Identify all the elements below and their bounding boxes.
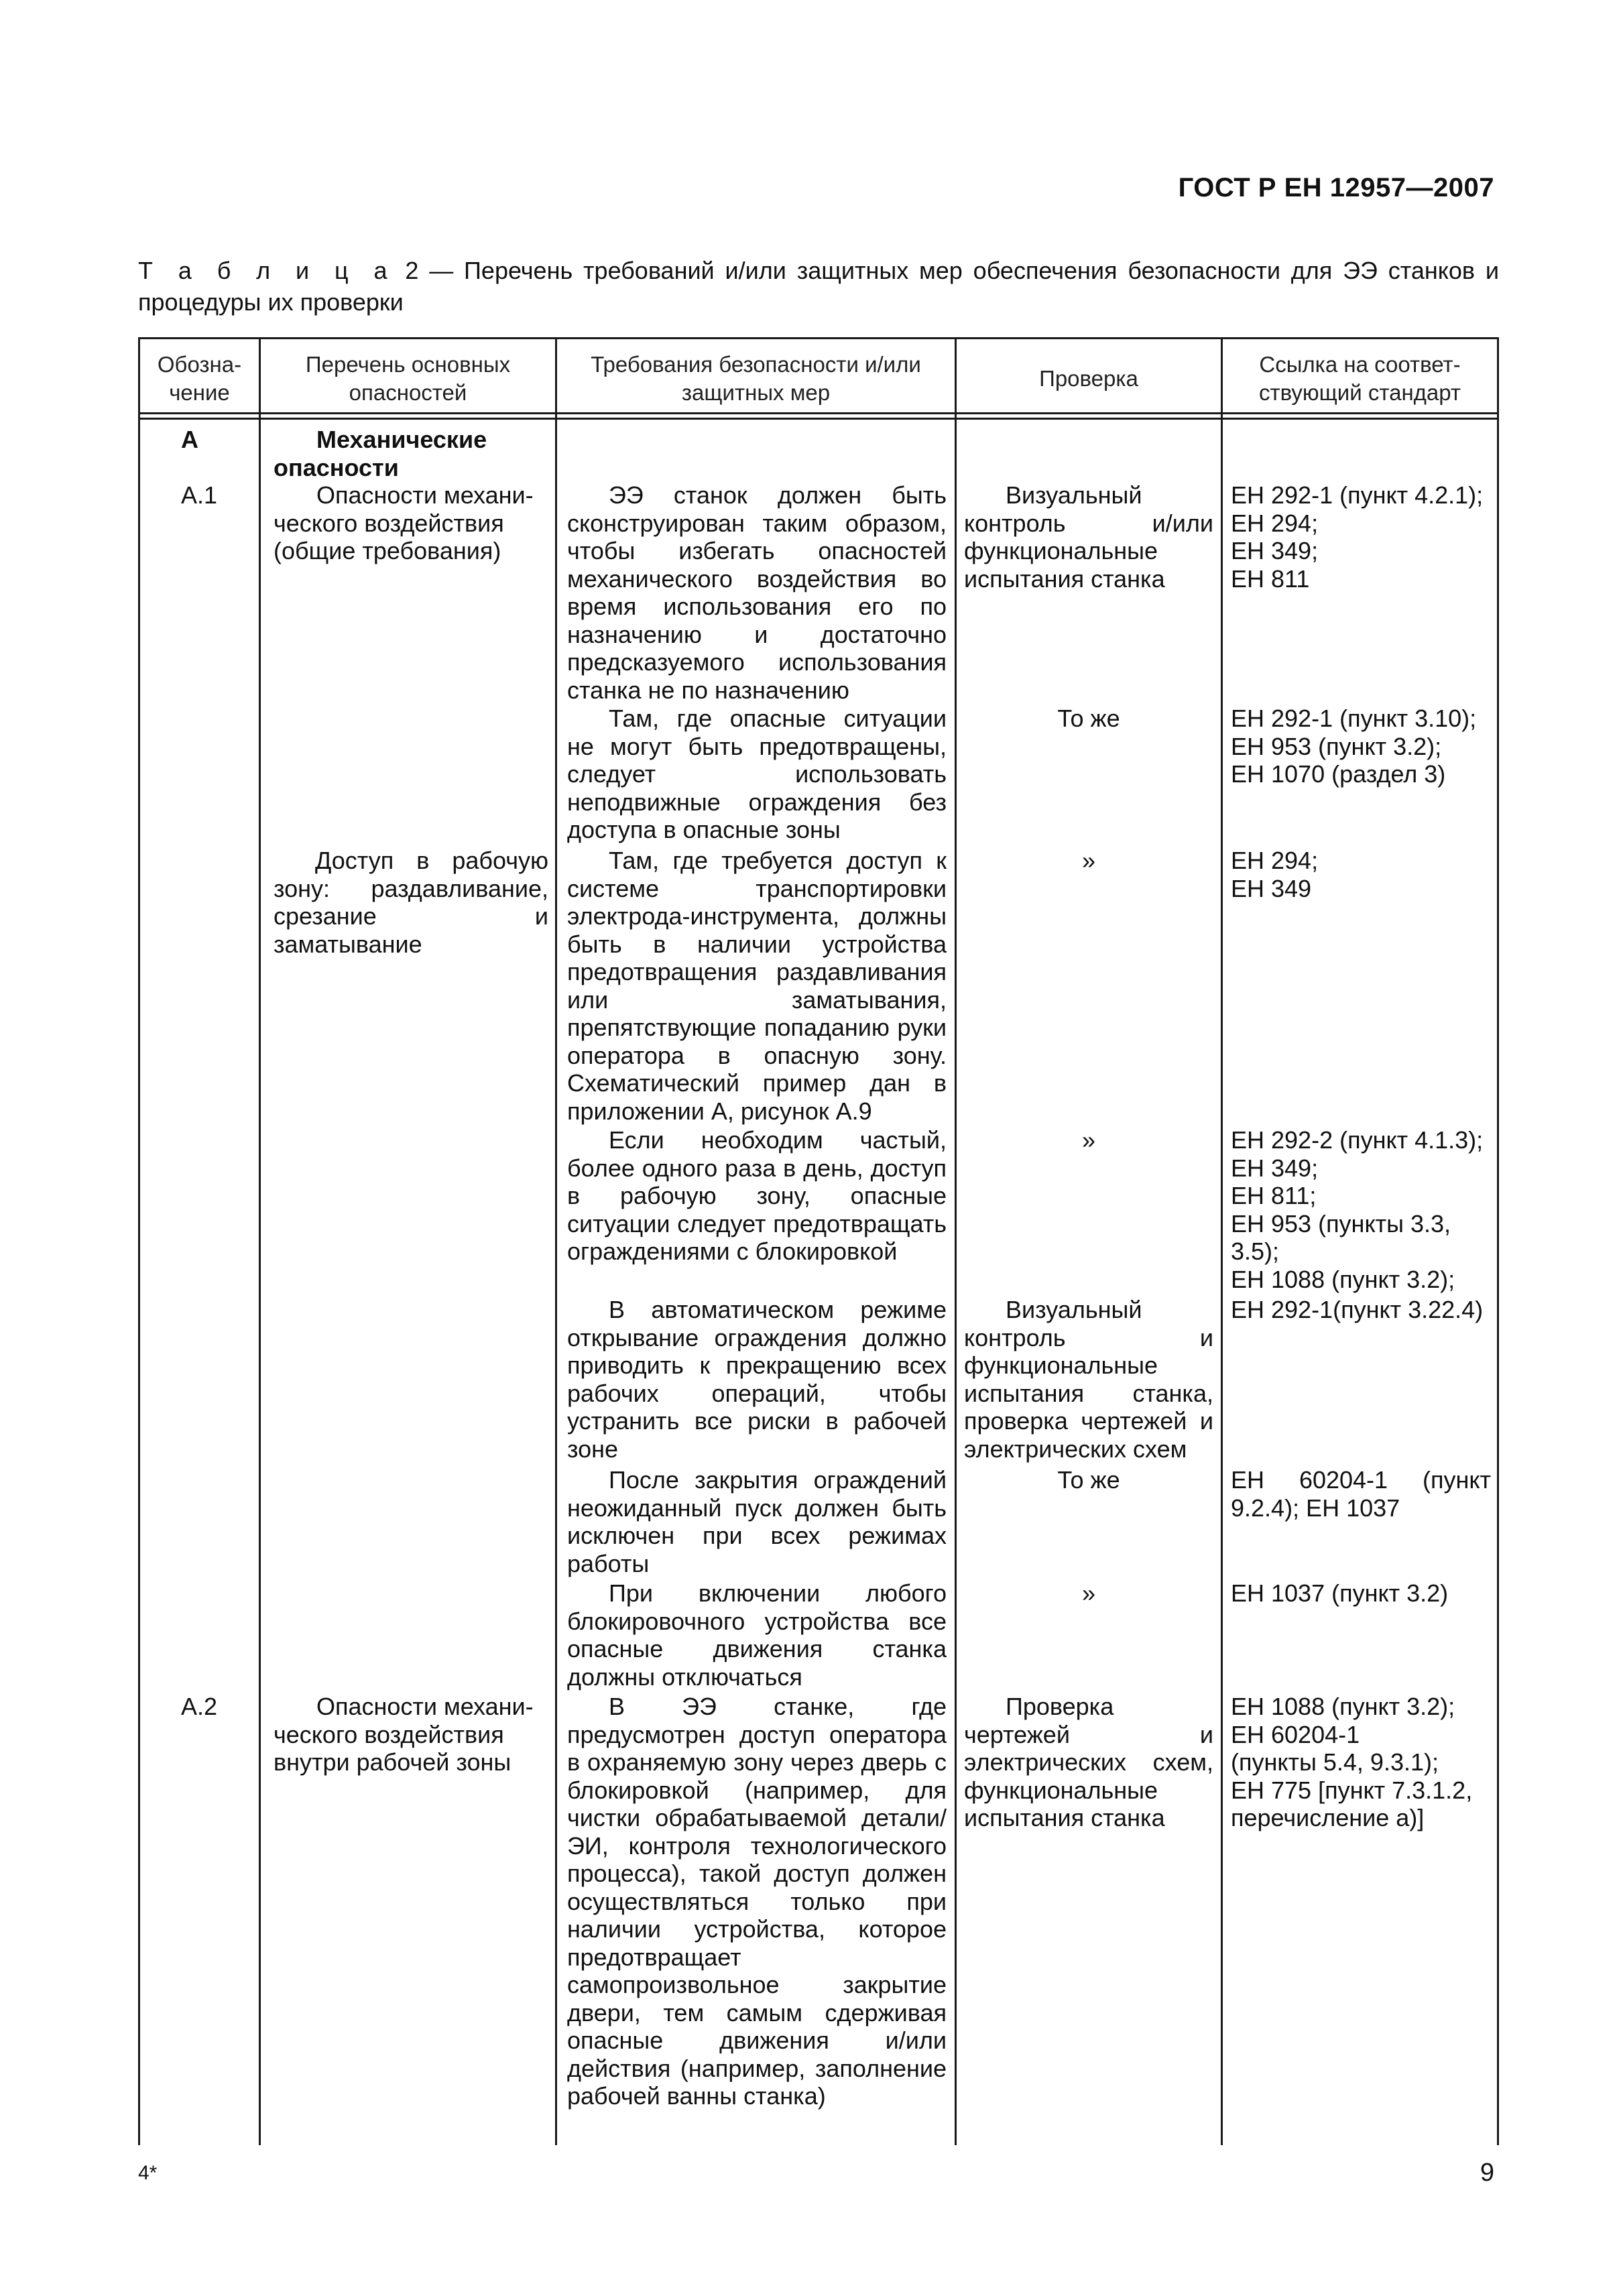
col-border-0 [138,337,140,2145]
row-requirement: При включении любого блокировочного устройства все опасные движения станка должны отключаться [567,1579,947,1691]
col-border-4 [1221,337,1223,2145]
row-requirement: Там, где опасные ситуации не могут быть предотвращены, следует использовать неподвижные ограждения без доступа в опасные зоны [567,705,947,843]
row-requirement: ЭЭ станок должен быть сконструирован таким образом, чтобы избегать опасностей механического воздействия во время использования его по назначению и достаточно предсказуемого использования станка не по назначению [567,481,947,704]
document-code: ГОСТ Р ЕН 12957—2007 [1178,173,1494,202]
header-bottom-border-2 [138,418,1499,420]
row-hazard: Опасности механи- ческого воздействия внутри рабочей зоны [274,1693,534,1776]
row-requirement: После закрытия ограждений неожиданный пуск должен быть исключен при всех режимах работы [567,1466,947,1577]
col-border-1 [259,337,261,2145]
row-requirement: Там, где требуется доступ к системе транспортировки электрода-инструмента, должны быть в наличии устройства предотвращения раздавливания или заматывания, препятствующие попаданию руки оператора в опасную зону. Схематический пример дан в приложении А, рисунок А.9 [567,847,947,1125]
footer-sheet-mark: 4* [138,2162,158,2184]
row-code: А [181,426,198,453]
header-bottom-border [138,412,1499,414]
row-requirement: Если необходим частый, более одного раза в день, доступ в рабочую зону, опасные ситуации следует предотвращать ограждениями с блокировкой [567,1126,947,1265]
row-requirement: В ЭЭ станке, где предусмотрен доступ оператора в охраняемую зону через дверь с блокировкой (например, для чистки обрабатываемой детали/ЭИ, контроля технологического процесса), такой доступ должен осуществляться только при наличии устройства, которое предотвращает самопроизвольное закрытие двери, тем самым сдерживая опасные движения и/или действия (например, заполнение рабочей ванны станка) [567,1693,947,2110]
header-designation: Обозна- чение [157,352,242,405]
col-border-5 [1497,337,1499,2145]
col-border-3 [955,337,957,2145]
row-reference: ЕН 1037 (пункт 3.2) [1231,1579,1449,1607]
row-check: Визуальный контроль и функциональные испытания станка, проверка чертежей и электрических схем [964,1296,1213,1463]
col-border-2 [555,337,557,2145]
caption-text: 2 — Перечень требований и/или защитных мер обеспечения безопасности для ЭЭ станков и процедуры их проверки [138,257,1499,316]
row-check: То же [1057,705,1120,732]
requirements-table [138,337,1499,2145]
row-check: То же [1057,1466,1120,1494]
row-check: Визуальный контроль и/или функциональные испытания станка [964,481,1213,593]
table-caption [138,255,1499,318]
row-code: А.1 [181,481,218,509]
header-reference: Ссылка на соответ- ствующий стандарт [1258,352,1461,405]
row-check: Проверка чертежей и электрических схем, функциональные испытания станка [964,1693,1213,1831]
row-hazard: Механические опасности [274,426,487,481]
row-check: » [1081,1579,1096,1607]
header-check: Проверка [1039,366,1138,391]
caption-label: Т а б л и ц а [138,257,395,284]
row-reference: ЕН 60204-1 (пункт 9.2.4); ЕН 1037 [1231,1466,1491,1522]
row-requirement: В автоматическом режиме открывание ограждения должно приводить к прекращению всех рабочих операций, чтобы устранить все риски в рабочей зоне [567,1296,947,1463]
page-number: 9 [1480,2159,1494,2187]
table-top-border [138,337,1499,339]
row-hazard: Опасности механи- ческого воздействия (общие требования) [274,481,534,564]
row-reference: ЕН 294; ЕН 349 [1231,847,1319,902]
row-reference: ЕН 292-1 (пункт 3.10); ЕН 953 (пункт 3.2); ЕН 1070 (раздел 3) [1231,705,1477,788]
row-check: » [1081,847,1096,874]
row-code: А.2 [181,1693,218,1720]
row-reference: ЕН 1088 (пункт 3.2); ЕН 60204-1 (пункты 5.4, 9.3.1); ЕН 775 [пункт 7.3.1.2, перечисление а)] [1231,1693,1473,1831]
header-hazards: Перечень основных опасностей [305,352,511,405]
header-requirements: Требования безопасности и/или защитных мер [591,352,921,405]
row-reference: ЕН 292-1(пункт 3.22.4) [1231,1296,1484,1323]
row-hazard: Доступ в рабочую зону: раздавливание, срезание и заматывание [274,847,548,958]
row-check: » [1081,1126,1096,1154]
row-reference: ЕН 292-2 (пункт 4.1.3); ЕН 349; ЕН 811; ЕН 953 (пункты 3.3, 3.5); ЕН 1088 (пункт 3.2); [1231,1126,1484,1293]
row-reference: ЕН 292-1 (пункт 4.2.1); ЕН 294; ЕН 349; ЕН 811 [1231,481,1484,593]
